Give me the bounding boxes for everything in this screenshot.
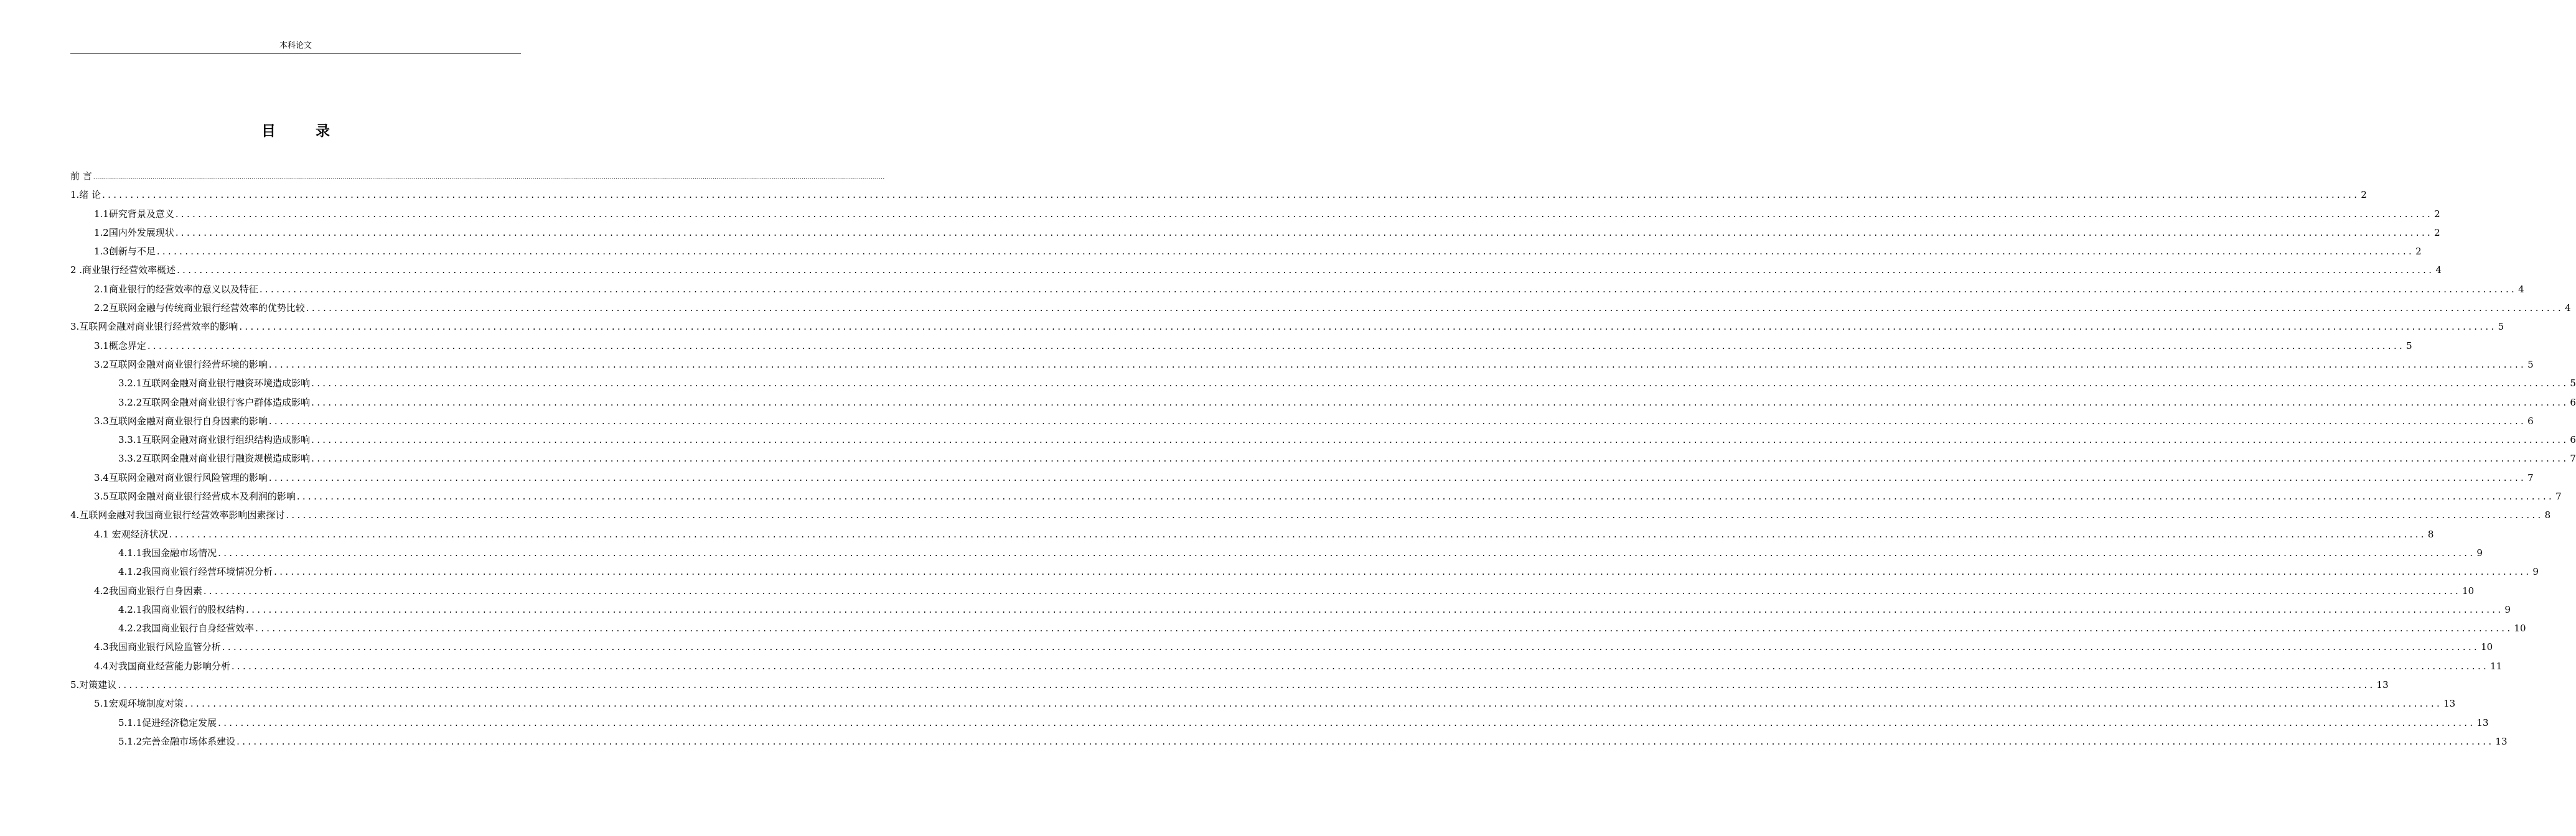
toc-entry[interactable] bbox=[70, 167, 885, 185]
toc-entry[interactable] bbox=[70, 337, 2412, 355]
toc-dot-leader: ................................................................................................................................................................................................................................................................................................................................................................................................................ bbox=[177, 264, 2435, 276]
toc-dot-leader: ................................................................................................................................................................................................................................................................................................................................................................................................................ bbox=[239, 321, 2497, 333]
toc-entry-title: 3.2互联网金融对商业银行经营环境的影响 bbox=[94, 358, 268, 370]
toc-page-number: 7 bbox=[2555, 491, 2562, 503]
toc-entry[interactable] bbox=[70, 185, 2367, 204]
toc-page-number: 13 bbox=[2443, 698, 2456, 710]
toc-page-number: 10 bbox=[2481, 641, 2493, 653]
toc-entry-title: 3.互联网金融对商业银行经营效率的影响 bbox=[70, 321, 238, 333]
toc-entry[interactable] bbox=[70, 487, 2562, 506]
toc-entry[interactable] bbox=[70, 562, 2539, 581]
toc-entry-title: 5.对策建议 bbox=[70, 679, 117, 691]
toc-entry[interactable] bbox=[70, 544, 2483, 562]
toc-page-number: 4 bbox=[2565, 302, 2571, 314]
toc-entry[interactable] bbox=[70, 317, 2504, 336]
toc-dot-leader: ................................................................................................................................................................................................................................................................................................................................................................................................................ bbox=[259, 283, 2517, 295]
toc-entry[interactable] bbox=[70, 468, 2534, 487]
toc-dot-leader: ................................................................................................................................................................................................................................................................................................................................................................................................................ bbox=[118, 679, 2376, 691]
toc-page-number: 9 bbox=[2504, 603, 2511, 615]
toc-entry[interactable] bbox=[70, 261, 2442, 279]
toc-entry-title: 3.4互联网金融对商业银行风险管理的影响 bbox=[94, 471, 268, 483]
toc-entry-title: 1.3创新与不足 bbox=[94, 246, 156, 258]
toc-page-number: 11 bbox=[2490, 660, 2503, 672]
toc-page-number: 9 bbox=[2532, 566, 2539, 578]
toc-entry-title: 4.2我国商业银行自身因素 bbox=[94, 585, 202, 597]
toc-dot-leader: ................................................................................................................................................................................................................................................................................................................................................................................................................ bbox=[268, 415, 2527, 427]
toc-entry-title: 4.3我国商业银行风险监管分析 bbox=[94, 641, 221, 653]
toc-entry-title: 前 言 bbox=[70, 170, 92, 182]
toc-page-number: 6 bbox=[2570, 434, 2576, 446]
toc-page-number: 9 bbox=[2476, 547, 2483, 559]
toc-entry[interactable] bbox=[70, 582, 2475, 600]
toc-dot-leader: ................................................................................................................................................................................................................................................................................................................................................................................................................ bbox=[274, 566, 2532, 578]
toc-page-number: 8 bbox=[2544, 509, 2551, 521]
toc-entry[interactable] bbox=[70, 393, 2576, 412]
toc-entry[interactable] bbox=[70, 430, 2576, 449]
toc-page-number: 4 bbox=[2435, 264, 2442, 276]
toc-page-number: 6 bbox=[2527, 415, 2534, 427]
toc-page-number: 6 bbox=[2570, 396, 2576, 408]
toc-page-number: 10 bbox=[2462, 585, 2475, 597]
toc-entry-title: 3.2.2互联网金融对商业银行客户群体造成影响 bbox=[118, 396, 311, 408]
toc-entry-title: 3.2.1互联网金融对商业银行融资环境造成影响 bbox=[118, 378, 311, 389]
toc-dot-leader: ................................................................................................................................................................................................................................................................................................................................................................................................................ bbox=[218, 547, 2476, 559]
toc-entry[interactable] bbox=[70, 657, 2503, 676]
toc-entry[interactable] bbox=[70, 280, 2524, 299]
toc-entry-title: 1.绪 论 bbox=[70, 189, 101, 201]
toc-entry-title: 5.1.1促进经济稳定发展 bbox=[118, 717, 217, 728]
toc-page-number: 2 bbox=[2415, 246, 2422, 258]
toc-entry[interactable] bbox=[70, 676, 2389, 694]
toc-page-number: 13 bbox=[2495, 735, 2508, 747]
toc-page-number: 5 bbox=[2498, 321, 2504, 333]
toc-page-number: 7 bbox=[2527, 471, 2534, 483]
toc-entry-title: 2.1商业银行的经营效率的意义以及特征 bbox=[94, 283, 258, 295]
toc-page-number: 5 bbox=[2527, 358, 2534, 370]
toc-entry-title: 4.1.1我国金融市场情况 bbox=[118, 547, 217, 559]
toc-dot-leader: ................................................................................................................................................................................................................................................................................................................................................................................................................ bbox=[286, 509, 2544, 521]
toc-entry-title: 3.3互联网金融对商业银行自身因素的影响 bbox=[94, 415, 268, 427]
toc-entry[interactable] bbox=[70, 506, 2551, 524]
toc-dot-leader: ................................................................................................................................................................................................................................................................................................................................................................................................................ bbox=[311, 434, 2569, 446]
toc-entry[interactable] bbox=[70, 355, 2534, 374]
toc-entry[interactable] bbox=[70, 694, 2456, 713]
toc-dot-leader: ................................................................................................................................................................................................................................................................................................................................................................................................................ bbox=[93, 174, 885, 181]
toc-dot-leader: ................................................................................................................................................................................................................................................................................................................................................................................................................ bbox=[255, 623, 2513, 634]
toc-entry[interactable] bbox=[70, 412, 2534, 430]
toc-page-number: 10 bbox=[2514, 623, 2526, 634]
toc-dot-leader: ................................................................................................................................................................................................................................................................................................................................................................................................................ bbox=[175, 226, 2433, 238]
toc-dot-leader: ................................................................................................................................................................................................................................................................................................................................................................................................................ bbox=[311, 378, 2569, 389]
toc-page-number: 13 bbox=[2376, 679, 2389, 691]
toc-dot-leader: ................................................................................................................................................................................................................................................................................................................................................................................................................ bbox=[296, 491, 2555, 503]
toc-page-number: 13 bbox=[2476, 717, 2489, 728]
toc-dot-leader: ................................................................................................................................................................................................................................................................................................................................................................................................................ bbox=[222, 641, 2480, 653]
toc-entry[interactable] bbox=[70, 619, 2526, 638]
toc-entry-title: 3.5互联网金融对商业银行经营成本及利润的影响 bbox=[94, 491, 296, 503]
toc-entry-title: 4.2.1我国商业银行的股权结构 bbox=[118, 603, 245, 615]
toc-page-number: 2 bbox=[2434, 208, 2440, 220]
toc-entry[interactable] bbox=[70, 374, 2576, 392]
toc-page-number: 4 bbox=[2518, 283, 2524, 295]
toc-dot-leader: ................................................................................................................................................................................................................................................................................................................................................................................................................ bbox=[246, 603, 2504, 615]
toc-dot-leader: ................................................................................................................................................................................................................................................................................................................................................................................................................ bbox=[268, 471, 2527, 483]
toc-entry-title: 3.3.1互联网金融对商业银行组织结构造成影响 bbox=[118, 434, 311, 446]
toc-entry[interactable] bbox=[70, 449, 2576, 468]
toc-entry-title: 2.2互联网金融与传统商业银行经营效率的优势比较 bbox=[94, 302, 305, 314]
toc-entry-title: 3.3.2互联网金融对商业银行融资规模造成影响 bbox=[118, 453, 311, 465]
toc-entry-title: 1.2国内外发展现状 bbox=[94, 226, 174, 238]
toc-dot-leader: ................................................................................................................................................................................................................................................................................................................................................................................................................ bbox=[102, 189, 2360, 201]
toc-entry-title: 5.1.2完善金融市场体系建设 bbox=[118, 735, 236, 747]
toc-dot-leader: ................................................................................................................................................................................................................................................................................................................................................................................................................ bbox=[147, 340, 2405, 351]
toc-dot-leader: ................................................................................................................................................................................................................................................................................................................................................................................................................ bbox=[306, 302, 2564, 314]
toc-dot-leader: ................................................................................................................................................................................................................................................................................................................................................................................................................ bbox=[268, 358, 2527, 370]
toc-page-number: 5 bbox=[2570, 378, 2576, 389]
toc-dot-leader: ................................................................................................................................................................................................................................................................................................................................................................................................................ bbox=[311, 396, 2569, 408]
toc-entry-title: 4.4对我国商业经营能力影响分析 bbox=[94, 660, 230, 672]
toc-dot-leader: ................................................................................................................................................................................................................................................................................................................................................................................................................ bbox=[203, 585, 2461, 597]
toc-entry-title: 2 .商业银行经营效率概述 bbox=[70, 264, 176, 276]
toc-entry-title: 4.2.2我国商业银行自身经营效率 bbox=[118, 623, 255, 634]
toc-dot-leader: ................................................................................................................................................................................................................................................................................................................................................................................................................ bbox=[218, 717, 2476, 728]
toc-entry[interactable] bbox=[70, 713, 2489, 732]
toc-entry[interactable] bbox=[70, 299, 2571, 317]
toc-entry-title: 4.1.2我国商业银行经营环境情况分析 bbox=[118, 566, 273, 578]
toc-entry-title: 5.1宏观环境制度对策 bbox=[94, 698, 184, 710]
toc-dot-leader: ................................................................................................................................................................................................................................................................................................................................................................................................................ bbox=[231, 660, 2489, 672]
toc-entry[interactable] bbox=[70, 223, 2440, 242]
toc-page-number: 2 bbox=[2434, 226, 2440, 238]
toc-dot-leader: ................................................................................................................................................................................................................................................................................................................................................................................................................ bbox=[175, 208, 2433, 220]
toc-dot-leader: ................................................................................................................................................................................................................................................................................................................................................................................................................ bbox=[237, 735, 2494, 747]
toc-entry[interactable] bbox=[70, 205, 2440, 223]
toc-title: 目 录 bbox=[261, 123, 347, 139]
toc-dot-leader: ................................................................................................................................................................................................................................................................................................................................................................................................................ bbox=[169, 528, 2427, 540]
toc-page-number: 5 bbox=[2406, 340, 2412, 351]
toc-entry[interactable] bbox=[70, 732, 2508, 751]
toc-dot-leader: ................................................................................................................................................................................................................................................................................................................................................................................................................ bbox=[311, 453, 2569, 465]
toc-entry-title: 4.互联网金融对我国商业银行经营效率影响因素探讨 bbox=[70, 509, 285, 521]
toc-entry[interactable] bbox=[70, 600, 2511, 619]
toc-page-number: 2 bbox=[2361, 189, 2367, 201]
toc-dot-leader: ................................................................................................................................................................................................................................................................................................................................................................................................................ bbox=[156, 246, 2415, 258]
toc-dot-leader: ................................................................................................................................................................................................................................................................................................................................................................................................................ bbox=[184, 698, 2443, 710]
toc-page-number: 7 bbox=[2570, 453, 2576, 465]
toc-entry-title: 1.1研究背景及意义 bbox=[94, 208, 174, 220]
toc-entry[interactable] bbox=[70, 242, 2422, 261]
toc-entry-title: 4.1 宏观经济状况 bbox=[94, 528, 168, 540]
toc-entry-title: 3.1概念界定 bbox=[94, 340, 146, 351]
toc-list bbox=[70, 167, 2576, 751]
toc-entry[interactable] bbox=[70, 638, 2493, 656]
toc-page-number: 8 bbox=[2427, 528, 2434, 540]
toc-entry[interactable] bbox=[70, 525, 2434, 544]
page-header: 本科论文 bbox=[279, 41, 312, 50]
